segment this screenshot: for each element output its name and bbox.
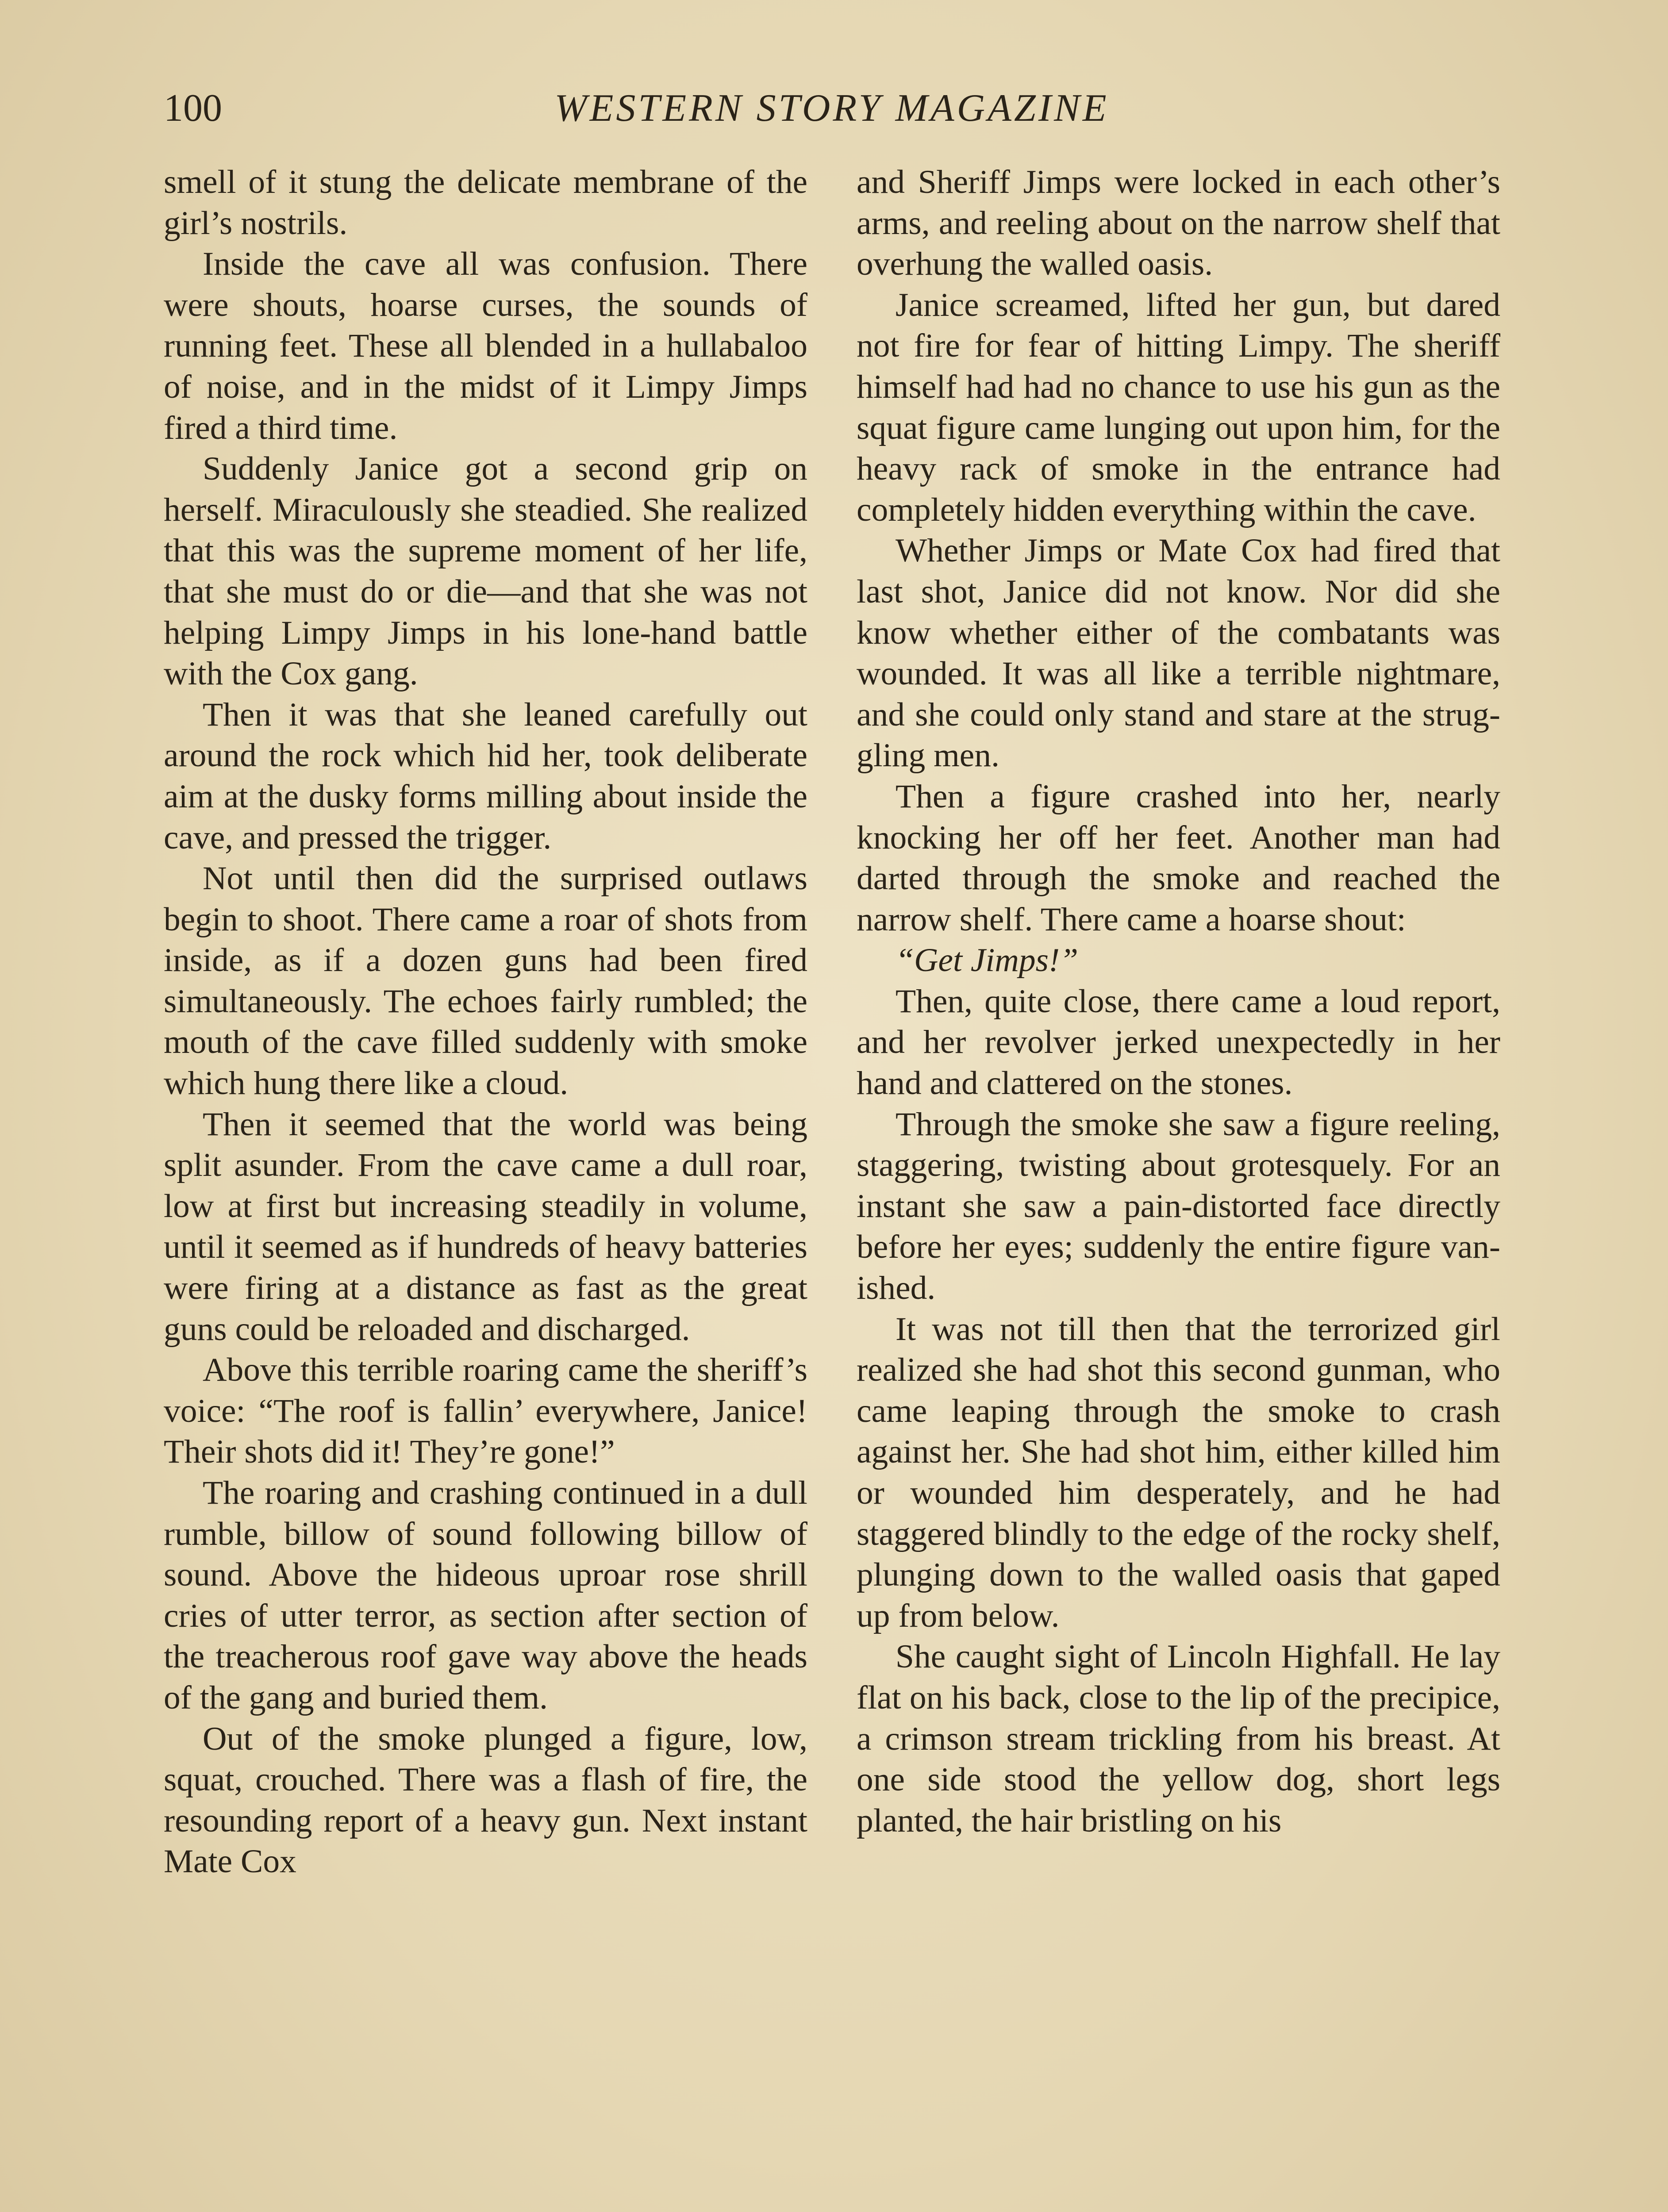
paragraph: Not until then did the surprised outlaws begin to shoot. There came a roar of shots from inside, as if a dozen guns had been fired simultaneously. The echoes fairly rumbled; the mouth of the cave filled suddenly with smoke which hung there like a cloud. — [164, 860, 807, 1102]
paragraph: Janice screamed, lifted her gun, but dared not fire for fear of hitting Limpy. The sheriff himself had had no chance to use his gun as the squat figure came lunging out upon him, for the heavy rack of smoke in the entrance had completely hidden everything within the cave. — [857, 286, 1500, 528]
paragraph: Out of the smoke plunged a figure, low, squat, crouched. There was a flash of fire, the resounding report of a heavy gun. Next instant Mate Cox — [164, 1720, 807, 1880]
left-text-column — [164, 162, 807, 1882]
quoted-shout: “Get Jimps!” — [895, 942, 1079, 979]
paragraph: and Sheriff Jimps were locked in each other’s arms, and reeling about on the narrow shelf that overhung the walled oasis. — [857, 164, 1500, 283]
running-header — [164, 84, 1500, 133]
paragraph: Suddenly Janice got a second grip on herself. Miraculously she steadied. She realized that this was the supreme moment of her life, that she must do or die—and that she was not helping Limpy Jimps in his lone-hand battle with the Cox gang. — [164, 450, 807, 692]
paragraph: Then a figure crashed into her, nearly knocking her off her feet. Another man had darted through the smoke and reached the narrow shelf. There came a hoarse shout: — [857, 778, 1500, 938]
paragraph: Whether Jimps or Mate Cox had fired that last shot, Janice did not know. Nor did she know whether either of the combatants was wounded. It was all like a terrible nightmare, and she could only stand and stare at the struggling men. — [857, 532, 1500, 774]
paragraph: Then it was that she leaned carefully out around the rock which hid her, took deliberate aim at the dusky forms milling about inside the cave, and pressed the trigger. — [164, 696, 807, 856]
paragraph: Then it seemed that the world was being split asunder. From the cave came a dull roar, low at first but increasing steadily in volume, until it seemed as if hundreds of heavy batteries were firing at a distance as fast as the great guns could be reloaded and discharged. — [164, 1106, 807, 1348]
page-number: 100 — [164, 87, 222, 130]
magazine-title: WESTERN STORY MAGAZINE — [554, 87, 1109, 130]
paragraph: Above this terrible roaring came the sheriff’s voice: “The roof is fallin’ everywhere, Janice! Their shots did it! They’re gone!” — [164, 1352, 807, 1471]
paragraph: Inside the cave all was confusion. There were shouts, hoarse curses, the sounds of running feet. These all blended in a hullabaloo of noise, and in the midst of it Limpy Jimps fired a third time. — [164, 246, 807, 446]
paragraph: It was not till then that the terrorized girl realized she had shot this second gunman, who came leaping through the smoke to crash against her. She had shot him, either killed him or wounded him desperately, and he had staggered blindly to the edge of the rocky shelf, plunging down to the walled oasis that gaped up from below. — [857, 1310, 1500, 1634]
paragraph: The roaring and crashing continued in a dull rumble, billow of sound following billow of sound. Above the hideous uproar rose shrill cries of utter terror, as section after section of the treacherous roof gave way above the heads of the gang and buried them. — [164, 1475, 807, 1716]
paragraph: Through the smoke she saw a figure reeling, staggering, twisting about grotesquely. For an instant she saw a pain-distorted face directly before her eyes; suddenly the entire figure vanished. — [857, 1106, 1500, 1307]
right-text-column — [857, 162, 1500, 1841]
paragraph: smell of it stung the delicate membrane of the girl’s nostrils. — [164, 164, 807, 242]
paragraph: Then, quite close, there came a loud report, and her revolver jerked unexpectedly in her hand and clattered on the stones. — [857, 983, 1500, 1102]
paragraph: She caught sight of Lincoln Highfall. He lay flat on his back, close to the lip of the precipice, a crimson stream trickling from his breast. At one side stood the yellow dog, short legs planted, the hair bristling on his — [857, 1638, 1500, 1839]
